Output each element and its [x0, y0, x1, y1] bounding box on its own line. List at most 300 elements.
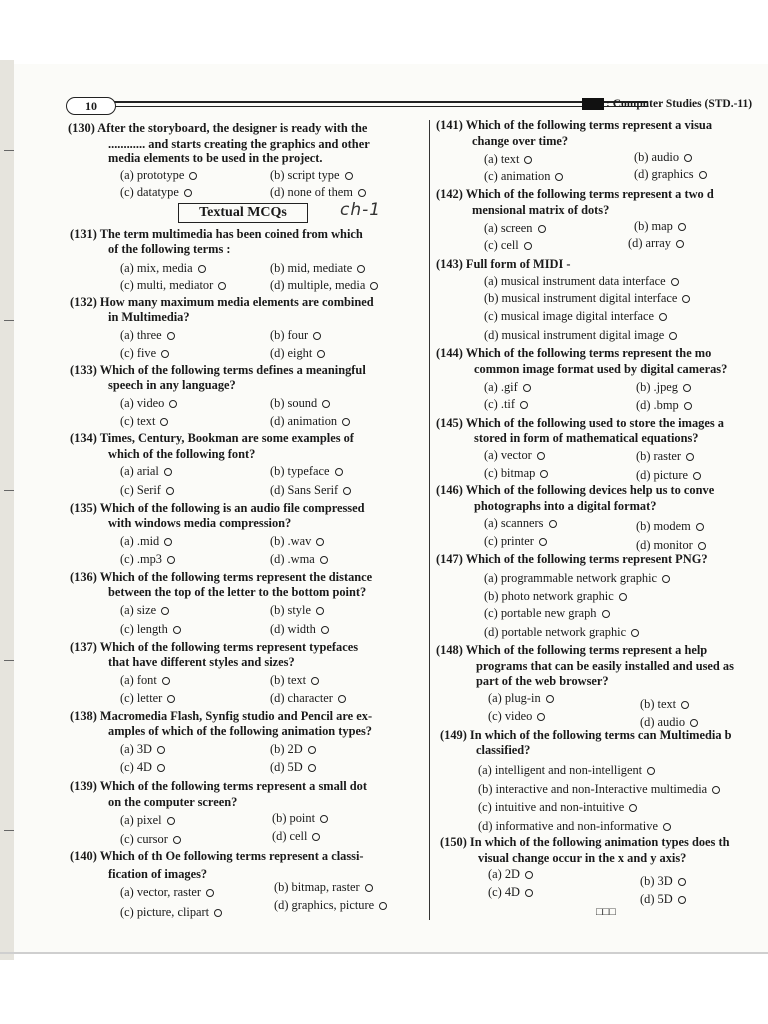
answer-circle-icon[interactable] [169, 400, 177, 408]
question-text: ............ and starts creating the graphics and other [108, 137, 370, 151]
answer-circle-icon[interactable] [164, 538, 172, 546]
option-b[interactable] [636, 448, 694, 464]
question-142-cont [472, 202, 609, 218]
question-130 [68, 120, 367, 136]
answer-circle-icon[interactable] [659, 313, 667, 321]
option-b[interactable] [270, 260, 365, 276]
option-label: (c) portable new graph [484, 606, 597, 620]
answer-circle-icon[interactable] [682, 295, 690, 303]
option-label: (d) eight [270, 346, 313, 360]
option-d[interactable] [270, 413, 350, 429]
option-d[interactable] [270, 345, 325, 361]
answer-circle-icon[interactable] [602, 610, 610, 618]
answer-circle-icon[interactable] [321, 626, 329, 634]
page-number: 10 [66, 97, 116, 115]
question-145 [436, 415, 724, 431]
question-text: amples of which of the following animation types? [108, 724, 372, 738]
question-text: visual change occur in the x and y axis? [478, 851, 687, 865]
answer-circle-icon[interactable] [629, 804, 637, 812]
question-140-cont [108, 866, 207, 882]
question-text: (131) The term multimedia has been coined from which [70, 227, 363, 241]
answer-circle-icon[interactable] [335, 468, 343, 476]
question-text: (144) Which of the following terms represent the mo [436, 346, 712, 360]
option-a[interactable] [120, 533, 172, 549]
answer-circle-icon[interactable] [537, 452, 545, 460]
question-144-cont [474, 361, 727, 377]
option-d[interactable] [640, 891, 686, 907]
answer-circle-icon[interactable] [316, 607, 324, 615]
option-label: (a) scanners [484, 516, 544, 530]
option-a[interactable] [120, 463, 172, 479]
answer-circle-icon[interactable] [218, 282, 226, 290]
option-c[interactable] [120, 759, 165, 775]
option-d[interactable] [270, 277, 378, 293]
question-text: change over time? [472, 134, 569, 148]
answer-circle-icon[interactable] [317, 350, 325, 358]
question-130-cont [108, 150, 323, 166]
option-c[interactable] [488, 708, 545, 724]
option-d[interactable] [270, 482, 351, 498]
answer-circle-icon[interactable] [161, 607, 169, 615]
answer-circle-icon[interactable] [160, 418, 168, 426]
option-d[interactable] [270, 759, 316, 775]
option-c[interactable] [120, 482, 174, 498]
answer-circle-icon[interactable] [537, 713, 545, 721]
option-label: (b) photo network graphic [484, 589, 614, 603]
margin-tick [4, 830, 14, 831]
option-label: (d) none of them [270, 185, 353, 199]
option-label: (d) width [270, 622, 316, 636]
answer-circle-icon[interactable] [173, 626, 181, 634]
option-a[interactable] [120, 884, 214, 900]
question-150-cont [478, 850, 686, 866]
answer-circle-icon[interactable] [198, 265, 206, 273]
answer-circle-icon[interactable] [316, 538, 324, 546]
question-text: (143) Full form of MIDI - [436, 257, 571, 271]
question-text: (141) Which of the following terms represent a visua [436, 118, 713, 132]
question-text: between the top of the letter to the bottom point? [108, 585, 367, 599]
option-label: (c) multi, mediator [120, 278, 214, 292]
option-label: (b) audio [634, 150, 680, 164]
question-text: (147) Which of the following terms represent PNG? [436, 552, 708, 566]
question-text: (137) Which of the following terms represent typefaces [70, 640, 359, 654]
answer-circle-icon[interactable] [167, 332, 175, 340]
answer-circle-icon[interactable] [684, 154, 692, 162]
option-c[interactable] [484, 396, 528, 412]
option-b[interactable] [640, 873, 686, 889]
question-141 [436, 117, 712, 133]
option-a[interactable] [120, 602, 169, 618]
question-148 [436, 642, 707, 658]
answer-circle-icon[interactable] [173, 836, 181, 844]
question-148-cont [476, 673, 609, 689]
answer-circle-icon[interactable] [311, 677, 319, 685]
question-text: (133) Which of the following terms defines a meaningful [70, 363, 366, 377]
option-label: (d) .wma [270, 552, 315, 566]
option-a[interactable] [478, 762, 655, 778]
option-d[interactable] [628, 235, 684, 251]
option-a[interactable] [484, 515, 557, 531]
answer-circle-icon[interactable] [214, 909, 222, 917]
answer-circle-icon[interactable] [308, 746, 316, 754]
option-label: (a) programmable network graphic [484, 571, 658, 585]
question-132-cont [108, 309, 190, 325]
option-c[interactable] [484, 168, 563, 184]
answer-circle-icon[interactable] [647, 767, 655, 775]
page-bottom-edge [0, 952, 768, 954]
answer-circle-icon[interactable] [538, 225, 546, 233]
option-label: (a) arial [120, 464, 159, 478]
option-label: (b) bitmap, raster [274, 880, 360, 894]
option-b[interactable] [636, 518, 704, 534]
question-134 [70, 430, 354, 446]
question-text: stored in form of mathematical equations? [474, 431, 699, 445]
question-134-cont [108, 446, 255, 462]
option-label: (c) cell [484, 238, 519, 252]
answer-circle-icon[interactable] [313, 332, 321, 340]
question-text: (139) Which of the following terms represent a small dot [70, 779, 368, 793]
answer-circle-icon[interactable] [322, 400, 330, 408]
option-b[interactable] [640, 696, 689, 712]
option-a[interactable] [120, 327, 175, 343]
answer-circle-icon[interactable] [690, 719, 698, 727]
option-c[interactable] [120, 345, 169, 361]
option-label: (a) intelligent and non-intelligent [478, 763, 643, 777]
option-label: (c) printer [484, 534, 534, 548]
answer-circle-icon[interactable] [343, 487, 351, 495]
option-d[interactable] [270, 621, 329, 637]
option-c[interactable] [484, 605, 610, 621]
option-a[interactable] [120, 812, 175, 828]
book-title [582, 96, 768, 112]
option-d[interactable] [270, 690, 346, 706]
option-b[interactable] [270, 602, 324, 618]
option-a[interactable] [484, 151, 532, 167]
book-title-text: : Computer Studies (STD.-11) [606, 98, 753, 110]
option-d[interactable] [272, 828, 320, 844]
question-text: speech in any language? [108, 378, 236, 392]
answer-circle-icon[interactable] [546, 695, 554, 703]
option-label: (d) Sans Serif [270, 483, 339, 497]
question-text: which of the following font? [108, 447, 256, 461]
answer-circle-icon[interactable] [676, 240, 684, 248]
option-label: (b) .wav [270, 534, 312, 548]
option-label: (a) plug-in [488, 691, 541, 705]
question-text: of the following terms : [108, 242, 231, 256]
answer-circle-icon[interactable] [206, 889, 214, 897]
answer-circle-icon[interactable] [338, 695, 346, 703]
answer-circle-icon[interactable] [320, 815, 328, 823]
answer-circle-icon[interactable] [693, 472, 701, 480]
option-c[interactable] [120, 831, 181, 847]
option-label: (b) .jpeg [636, 380, 678, 394]
option-label: (a) 3D [120, 742, 152, 756]
answer-circle-icon[interactable] [678, 878, 686, 886]
option-label: (c) intuitive and non-intuitive [478, 800, 625, 814]
option-d[interactable] [478, 818, 671, 834]
option-d[interactable] [484, 327, 677, 343]
option-label: (a) screen [484, 221, 533, 235]
option-a[interactable] [488, 690, 554, 706]
option-label: (c) 4D [488, 885, 520, 899]
option-label: (b) modem [636, 519, 691, 533]
option-label: (a) font [120, 673, 157, 687]
answer-circle-icon[interactable] [357, 265, 365, 273]
option-a[interactable] [484, 220, 546, 236]
option-b[interactable] [274, 879, 373, 895]
margin-tick [4, 660, 14, 661]
option-label: (d) multiple, media [270, 278, 366, 292]
option-label: (c) letter [120, 691, 163, 705]
option-c[interactable] [484, 465, 548, 481]
option-a[interactable] [120, 167, 197, 183]
question-145-cont [474, 430, 699, 446]
question-131-cont [108, 241, 231, 257]
answer-circle-icon[interactable] [525, 871, 533, 879]
option-c[interactable] [484, 308, 667, 324]
option-label: (a) vector [484, 448, 532, 462]
option-b[interactable] [270, 741, 316, 757]
section-title: Textual MCQs [178, 203, 308, 223]
question-text: (130) After the storyboard, the designer is ready with the [68, 121, 368, 135]
option-label: (a) size [120, 603, 157, 617]
answer-circle-icon[interactable] [342, 418, 350, 426]
question-143 [436, 256, 571, 272]
option-label: (c) musical image digital interface [484, 309, 654, 323]
option-label: (b) text [270, 673, 307, 687]
answer-circle-icon[interactable] [678, 223, 686, 231]
answer-circle-icon[interactable] [524, 156, 532, 164]
option-label: (d) picture [636, 468, 688, 482]
option-label: (a) vector, raster [120, 885, 202, 899]
option-b[interactable] [270, 533, 324, 549]
answer-circle-icon[interactable] [631, 629, 639, 637]
option-b[interactable] [634, 218, 686, 234]
question-140 [70, 848, 364, 864]
question-139-cont [108, 794, 237, 810]
answer-circle-icon[interactable] [184, 189, 192, 197]
option-label: (b) style [270, 603, 311, 617]
option-b[interactable] [272, 810, 328, 826]
option-a[interactable] [120, 395, 177, 411]
option-label: (d) 5D [640, 892, 673, 906]
header-rule [106, 106, 648, 107]
answer-circle-icon[interactable] [686, 453, 694, 461]
answer-circle-icon[interactable] [696, 523, 704, 531]
answer-circle-icon[interactable] [157, 764, 165, 772]
option-c[interactable] [120, 904, 222, 920]
answer-circle-icon[interactable] [669, 332, 677, 340]
option-label: (b) raster [636, 449, 682, 463]
answer-circle-icon[interactable] [166, 487, 174, 495]
option-label: (a) .mid [120, 534, 160, 548]
answer-circle-icon[interactable] [549, 520, 557, 528]
question-text: that have different styles and sizes? [108, 655, 295, 669]
option-label: (b) typeface [270, 464, 330, 478]
option-label: (d) graphics, picture [274, 898, 375, 912]
answer-circle-icon[interactable] [157, 746, 165, 754]
option-b[interactable] [270, 327, 321, 343]
question-136-cont [108, 584, 366, 600]
answer-circle-icon[interactable] [619, 593, 627, 601]
option-b[interactable] [484, 290, 690, 306]
option-a[interactable] [120, 260, 206, 276]
option-d[interactable] [274, 897, 387, 913]
question-135 [70, 500, 365, 516]
question-text: programs that can be easily installed and used as [476, 659, 734, 673]
option-label: (d) informative and non-informative [478, 819, 658, 833]
option-d[interactable] [636, 397, 692, 413]
option-label: (b) script type [270, 168, 340, 182]
option-c[interactable] [120, 551, 175, 567]
answer-circle-icon[interactable] [167, 556, 175, 564]
option-b[interactable] [636, 379, 691, 395]
question-137 [70, 639, 358, 655]
answer-circle-icon[interactable] [678, 896, 686, 904]
option-label: (a) text [484, 152, 520, 166]
book-logo-icon [582, 98, 604, 110]
question-text: (149) In which of the following terms can Multimedia b [440, 728, 732, 742]
option-label: (d) musical instrument digital image [484, 328, 665, 342]
option-label: (b) mid, mediate [270, 261, 353, 275]
option-d[interactable] [636, 467, 701, 483]
option-c[interactable] [120, 413, 168, 429]
answer-circle-icon[interactable] [358, 189, 366, 197]
option-d[interactable] [270, 184, 366, 200]
answer-circle-icon[interactable] [662, 575, 670, 583]
option-c[interactable] [478, 799, 637, 815]
option-d[interactable] [270, 551, 328, 567]
answer-circle-icon[interactable] [525, 889, 533, 897]
option-label: (d) cell [272, 829, 308, 843]
question-148-cont [476, 658, 734, 674]
answer-circle-icon[interactable] [370, 282, 378, 290]
question-text: photographs into a digital format? [474, 499, 657, 513]
answer-circle-icon[interactable] [524, 242, 532, 250]
answer-circle-icon[interactable] [320, 556, 328, 564]
answer-circle-icon[interactable] [663, 823, 671, 831]
end-of-section-mark: □□□ [596, 906, 616, 918]
question-147 [436, 551, 708, 567]
question-146 [436, 482, 714, 498]
option-b[interactable] [270, 167, 353, 183]
answer-circle-icon[interactable] [365, 884, 373, 892]
option-b[interactable] [270, 395, 330, 411]
answer-circle-icon[interactable] [681, 701, 689, 709]
option-b[interactable] [484, 588, 627, 604]
answer-circle-icon[interactable] [345, 172, 353, 180]
question-132 [70, 294, 374, 310]
question-149 [440, 727, 732, 743]
question-138 [70, 708, 372, 724]
option-b[interactable] [270, 463, 343, 479]
margin-tick [4, 150, 14, 151]
option-c[interactable] [120, 621, 181, 637]
option-label: (d) portable network graphic [484, 625, 627, 639]
option-b[interactable] [634, 149, 692, 165]
option-label: (d) character [270, 691, 333, 705]
answer-circle-icon[interactable] [520, 401, 528, 409]
option-label: (c) Serif [120, 483, 161, 497]
question-138-cont [108, 723, 372, 739]
question-text: (134) Times, Century, Bookman are some examples of [70, 431, 354, 445]
question-text: fication of images? [108, 867, 208, 881]
option-a[interactable] [488, 866, 533, 882]
answer-circle-icon[interactable] [308, 764, 316, 772]
answer-circle-icon[interactable] [164, 468, 172, 476]
option-label: (d) graphics [634, 167, 694, 181]
answer-circle-icon[interactable] [671, 278, 679, 286]
option-label: (b) four [270, 328, 309, 342]
option-label: (c) 4D [120, 760, 152, 774]
option-c[interactable] [120, 690, 175, 706]
option-c[interactable] [120, 184, 192, 200]
answer-circle-icon[interactable] [167, 817, 175, 825]
question-text: (142) Which of the following terms represent a two d [436, 187, 714, 201]
question-135-cont [108, 515, 291, 531]
answer-circle-icon[interactable] [540, 470, 548, 478]
margin-tick [4, 320, 14, 321]
option-c[interactable] [120, 277, 226, 293]
question-text: (132) How many maximum media elements are combined [70, 295, 374, 309]
answer-circle-icon[interactable] [555, 173, 563, 181]
option-label: (c) .tif [484, 397, 515, 411]
answer-circle-icon[interactable] [312, 833, 320, 841]
option-label: (a) video [120, 396, 165, 410]
answer-circle-icon[interactable] [162, 677, 170, 685]
answer-circle-icon[interactable] [167, 695, 175, 703]
question-text: (135) Which of the following is an audio file compressed [70, 501, 365, 515]
answer-circle-icon[interactable] [523, 384, 531, 392]
option-label: (c) video [488, 709, 533, 723]
question-text: (148) Which of the following terms represent a help [436, 643, 708, 657]
question-150 [440, 834, 729, 850]
option-a[interactable] [120, 741, 165, 757]
option-a[interactable] [120, 672, 170, 688]
question-144 [436, 345, 711, 361]
option-c[interactable] [488, 884, 533, 900]
option-b[interactable] [478, 781, 720, 797]
question-131 [70, 226, 363, 242]
option-c[interactable] [484, 533, 547, 549]
option-a[interactable] [484, 570, 670, 586]
option-a[interactable] [484, 273, 679, 289]
option-label: (b) text [640, 697, 677, 711]
answer-circle-icon[interactable] [379, 902, 387, 910]
answer-circle-icon[interactable] [189, 172, 197, 180]
header-rule [106, 101, 648, 103]
answer-circle-icon[interactable] [684, 402, 692, 410]
question-133 [70, 362, 366, 378]
answer-circle-icon[interactable] [698, 542, 706, 550]
binding-margin [0, 60, 14, 960]
option-a[interactable] [484, 447, 545, 463]
answer-circle-icon[interactable] [161, 350, 169, 358]
option-label: (b) 2D [270, 742, 303, 756]
question-text: (136) Which of the following terms represent the distance [70, 570, 373, 584]
answer-circle-icon[interactable] [712, 786, 720, 794]
answer-circle-icon[interactable] [699, 171, 707, 179]
option-c[interactable] [484, 237, 532, 253]
option-d[interactable] [484, 624, 639, 640]
answer-circle-icon[interactable] [683, 384, 691, 392]
answer-circle-icon[interactable] [539, 538, 547, 546]
option-a[interactable] [484, 379, 531, 395]
question-text: common image format used by digital cameras? [474, 362, 728, 376]
option-b[interactable] [270, 672, 319, 688]
question-text: (145) Which of the following used to store the images a [436, 416, 724, 430]
option-d[interactable] [634, 166, 707, 182]
